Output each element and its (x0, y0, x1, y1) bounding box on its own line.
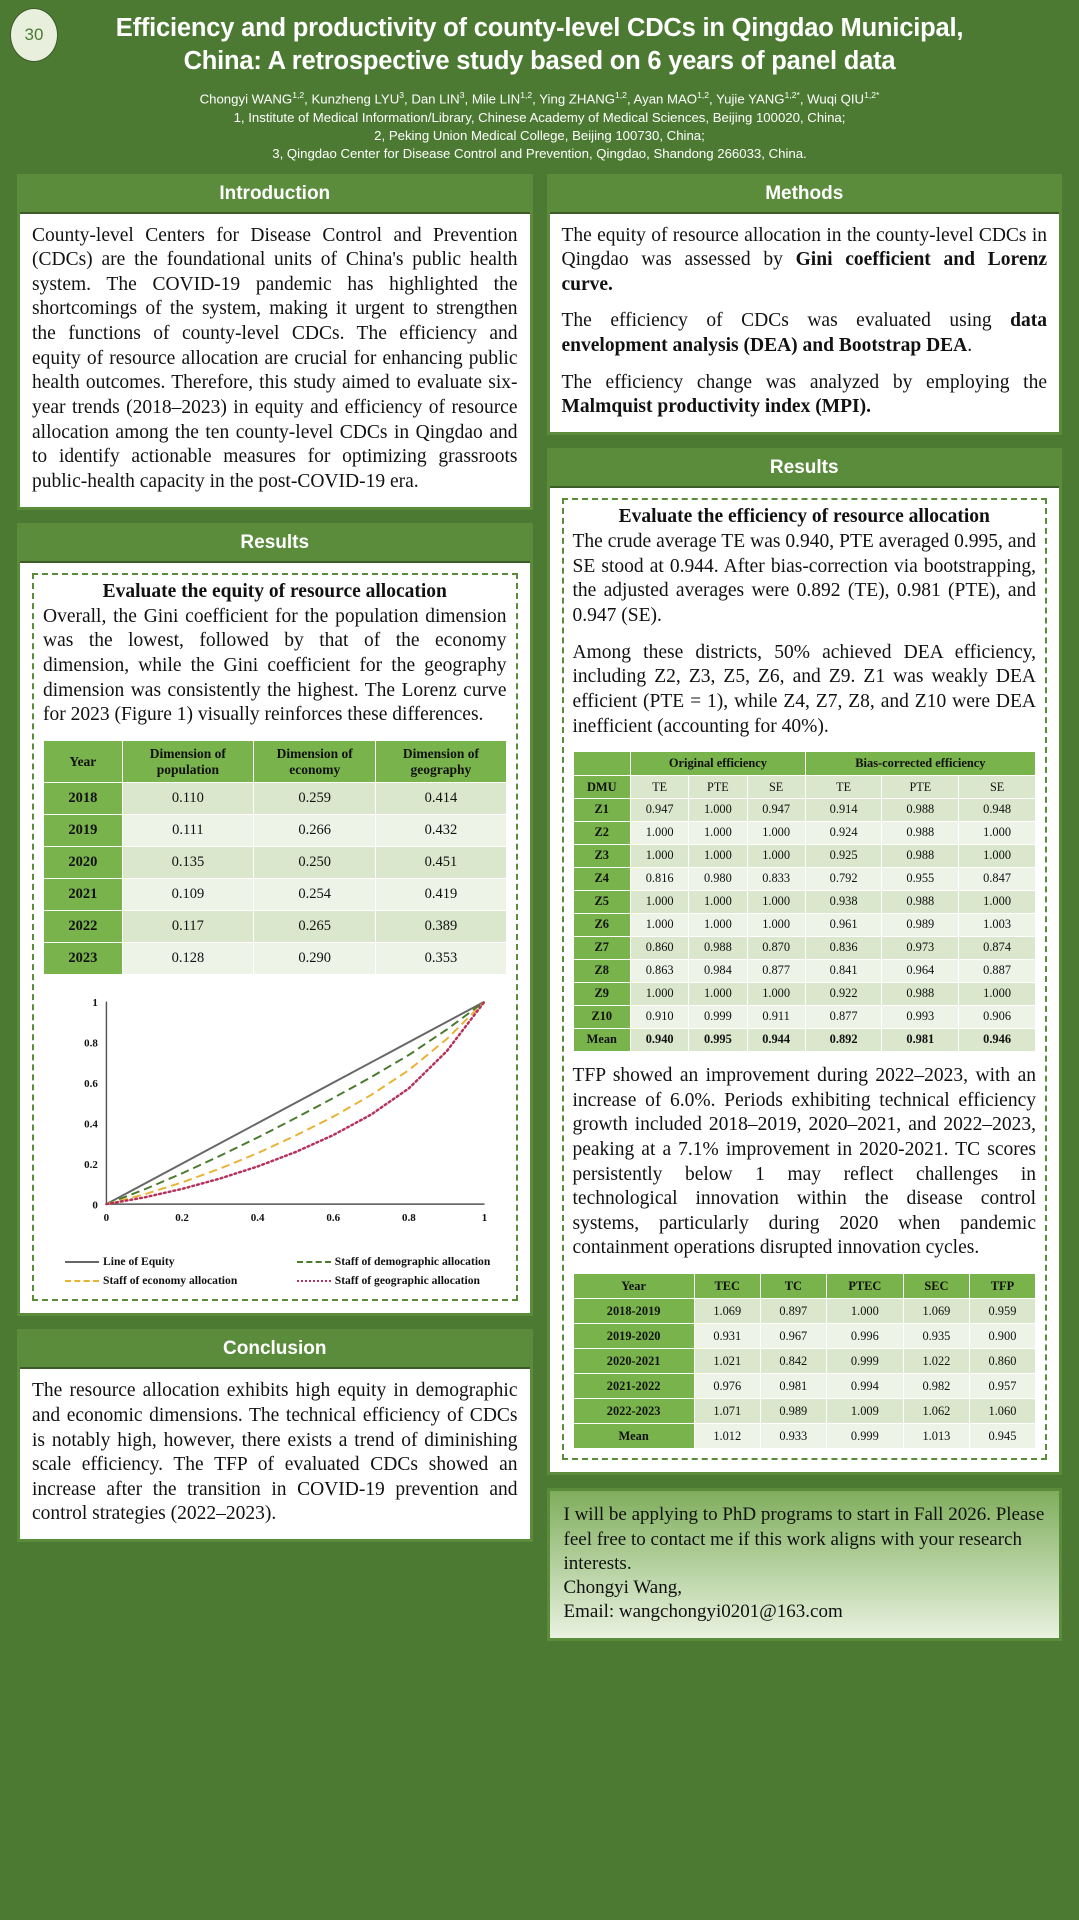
eff-cell: 0.947 (631, 798, 689, 821)
lorenz-x-tick: 0.6 (326, 1212, 341, 1225)
mpi-table-header-row (573, 1274, 1036, 1299)
gini-cell: 0.128 (122, 943, 254, 975)
eff-cell: 0.981 (882, 1028, 959, 1051)
mpi-cell: 1.012 (694, 1424, 760, 1449)
mpi-table-body (573, 1299, 1036, 1449)
mpi-cell: 0.996 (826, 1324, 903, 1349)
mpi-cell: 1.069 (694, 1299, 760, 1324)
equity-text: Overall, the Gini coefficient for the population dimension was the lowest, followed by that of the economy dimension, while the Gini coefficient for the geography dimension was consistently the highest. The Lorenz curve for 2023 (Figure 1) visually reinforces these differences. (43, 605, 507, 726)
contact-line-2: Chongyi Wang, (563, 1576, 682, 1598)
methods-body (550, 214, 1060, 433)
mpi-cell: 0.931 (694, 1324, 760, 1349)
methods-panel (547, 174, 1063, 436)
eff-cell: 0.961 (805, 913, 882, 936)
lorenz-legend-swatch (297, 1280, 331, 1282)
mpi-cell: 0.935 (903, 1324, 969, 1349)
eff-cell: 1.000 (689, 890, 747, 913)
gini-table-body (44, 783, 507, 975)
lorenz-legend-label: Staff of demographic allocation (334, 1255, 491, 1269)
gini-cell: 0.451 (376, 847, 506, 879)
mpi-cell: 0.957 (969, 1374, 1035, 1399)
lorenz-legend-swatch (297, 1261, 331, 1263)
eff-cell: 0.988 (882, 844, 959, 867)
mpi-col-header-5: TFP (969, 1274, 1035, 1299)
eff-cell: 0.925 (805, 844, 882, 867)
gini-cell: 0.135 (122, 847, 254, 879)
eff-cell: 0.940 (631, 1028, 689, 1051)
methods-p1-text: The equity of resource allocation in the county-level CDCs in Qingdao was assessed by (561, 224, 1047, 271)
gini-cell: 0.353 (376, 943, 506, 975)
lorenz-legend-label: Staff of economy allocation (103, 1274, 238, 1288)
eff-cell: 0.973 (882, 936, 959, 959)
eff-cell: 1.000 (689, 913, 747, 936)
eff-cell: 0.860 (631, 936, 689, 959)
eff-cell: 0.841 (805, 959, 882, 982)
efficiency-column-header-row (573, 775, 1036, 798)
eff-col-header-6: SE (959, 775, 1036, 798)
gini-cell: 0.111 (122, 815, 254, 847)
mpi-cell: 0.976 (694, 1374, 760, 1399)
efficiency-group-header-row (573, 752, 1036, 775)
gini-col-header-0: Year (44, 741, 123, 783)
eff-cell: 1.000 (747, 844, 805, 867)
table-row (44, 943, 507, 975)
eff-cell: 1.000 (631, 844, 689, 867)
table-row (573, 1005, 1036, 1028)
gini-cell: 0.109 (122, 879, 254, 911)
eff-cell: 0.948 (959, 798, 1036, 821)
eff-col-header-5: PTE (882, 775, 959, 798)
eff-cell: 0.988 (882, 982, 959, 1005)
introduction-panel (17, 174, 533, 510)
gini-cell: 0.265 (254, 911, 376, 943)
eff-cell: 0.910 (631, 1005, 689, 1028)
mpi-col-header-3: PTEC (826, 1274, 903, 1299)
lorenz-y-tick: 0.6 (84, 1077, 98, 1090)
table-row (44, 815, 507, 847)
results-efficiency-heading: Results (769, 457, 839, 479)
mpi-cell: 1.071 (694, 1399, 760, 1424)
gini-col-header-1: Dimension of population (122, 741, 254, 783)
eff-row-dmu: Z3 (573, 844, 631, 867)
introduction-header (20, 177, 530, 214)
poster-columns (0, 174, 1079, 1642)
page-title: Efficiency and productivity of county-level CDCs in Qingdao Municipal, China: A retrospective study based on 6 years of panel data (115, 14, 964, 75)
eff-cell: 0.955 (882, 867, 959, 890)
eff-cell: 0.877 (805, 1005, 882, 1028)
eff-row-dmu: Z6 (573, 913, 631, 936)
eff-cell: 1.000 (631, 913, 689, 936)
gini-cell: 0.389 (376, 911, 506, 943)
eff-group-blank (573, 752, 631, 775)
mpi-cell: 0.945 (969, 1424, 1035, 1449)
mpi-cell: 1.013 (903, 1424, 969, 1449)
results-efficiency-panel (547, 448, 1063, 1475)
eff-col-header-2: PTE (689, 775, 747, 798)
efficiency-dashed-box (562, 498, 1048, 1460)
conclusion-text: The resource allocation exhibits high equity in demographic and economic dimensions. The technical efficiency of CDCs is notably high, however, there exists a trend of diminishing scale efficiency. The TFP of evaluated CDCs showed an increase after the transition in COVID-19 prevention and control strategies (2022–2023). (32, 1380, 518, 1525)
mpi-row-year: 2022-2023 (573, 1399, 694, 1424)
gini-cell: 0.432 (376, 815, 506, 847)
lorenz-y-tick: 0 (92, 1199, 98, 1212)
mpi-cell: 0.981 (760, 1374, 826, 1399)
poster-number-badge (10, 8, 58, 62)
gini-cell: 0.250 (254, 847, 376, 879)
eff-cell: 1.000 (747, 913, 805, 936)
methods-paragraph-2 (562, 309, 1048, 358)
table-row (44, 879, 507, 911)
eff-cell: 1.000 (959, 890, 1036, 913)
eff-cell: 1.000 (689, 982, 747, 1005)
lorenz-x-tick: 0 (103, 1212, 110, 1225)
gini-coefficient-table (43, 740, 507, 975)
efficiency-table (573, 751, 1037, 1052)
eff-cell: 1.000 (959, 844, 1036, 867)
eff-cell: 1.003 (959, 913, 1036, 936)
eff-col-header-3: SE (747, 775, 805, 798)
eff-cell: 0.922 (805, 982, 882, 1005)
gini-row-year: 2018 (44, 783, 123, 815)
methods-paragraph-3 (562, 371, 1048, 420)
eff-cell: 0.914 (805, 798, 882, 821)
gini-cell: 0.266 (254, 815, 376, 847)
methods-header (550, 177, 1060, 214)
eff-row-dmu: Z4 (573, 867, 631, 890)
eff-cell: 1.000 (747, 821, 805, 844)
lorenz-y-tick-labels (84, 997, 98, 1211)
eff-row-dmu: Z10 (573, 1005, 631, 1028)
gini-col-header-3: Dimension of geography (376, 741, 506, 783)
mpi-cell: 1.000 (826, 1299, 903, 1324)
eff-cell: 0.938 (805, 890, 882, 913)
efficiency-text-2: Among these districts, 50% achieved DEA efficiency, including Z2, Z3, Z5, Z6, and Z9. Z1 was weakly DEA efficient (PTE = 1), while Z4, Z7, Z8, and Z10 were DEA inefficient (accounting for 40%). (572, 641, 1036, 737)
table-row (44, 847, 507, 879)
eff-col-header-1: TE (631, 775, 689, 798)
mpi-cell: 0.999 (826, 1424, 903, 1449)
right-column (547, 174, 1063, 1642)
mpi-cell: 0.994 (826, 1374, 903, 1399)
eff-cell: 0.792 (805, 867, 882, 890)
results-equity-heading: Results (240, 531, 310, 553)
eff-row-dmu: Mean (573, 1028, 631, 1051)
mpi-cell: 1.022 (903, 1349, 969, 1374)
eff-cell: 1.000 (689, 844, 747, 867)
table-row (573, 1028, 1036, 1051)
eff-cell: 1.000 (959, 821, 1036, 844)
mpi-cell: 1.009 (826, 1399, 903, 1424)
eff-cell: 1.000 (747, 890, 805, 913)
eff-cell: 0.988 (689, 936, 747, 959)
table-row (573, 1424, 1036, 1449)
eff-row-dmu: Z5 (573, 890, 631, 913)
affiliation-2: 2, Peking Union Medical College, Beijing 100730, China; (374, 128, 705, 144)
mpi-col-header-2: TC (760, 1274, 826, 1299)
lorenz-curve-figure (43, 987, 507, 1290)
lorenz-series-0 (106, 1002, 484, 1204)
table-row (573, 913, 1036, 936)
eff-cell: 1.000 (631, 890, 689, 913)
methods-p3-text: The efficiency change was analyzed by employing the (561, 371, 1047, 393)
lorenz-x-tick-labels (104, 1212, 488, 1224)
gini-cell: 0.117 (122, 911, 254, 943)
contact-box (547, 1488, 1063, 1641)
mpi-cell: 0.982 (903, 1374, 969, 1399)
eff-cell: 1.000 (959, 982, 1036, 1005)
lorenz-legend-item (275, 1252, 507, 1271)
conclusion-heading: Conclusion (223, 1338, 327, 1360)
eff-cell: 0.863 (631, 959, 689, 982)
methods-p1-bold: Gini coefficient and Lorenz curve. (561, 249, 1047, 295)
eff-cell: 0.999 (689, 1005, 747, 1028)
eff-cell: 0.988 (882, 821, 959, 844)
table-row (573, 959, 1036, 982)
eff-cell: 0.911 (747, 1005, 805, 1028)
table-row (573, 1374, 1036, 1399)
eff-cell: 0.993 (882, 1005, 959, 1028)
eff-cell: 1.000 (689, 821, 747, 844)
eff-row-dmu: Z9 (573, 982, 631, 1005)
poster-number: 30 (24, 25, 44, 44)
mpi-col-header-4: SEC (903, 1274, 969, 1299)
left-column (17, 174, 533, 1543)
lorenz-y-tick: 1 (92, 996, 98, 1009)
eff-cell: 0.988 (882, 890, 959, 913)
results-equity-panel (17, 523, 533, 1316)
mpi-row-year: 2021-2022 (573, 1374, 694, 1399)
eff-col-header-4: TE (805, 775, 882, 798)
eff-cell: 0.870 (747, 936, 805, 959)
gini-row-year: 2019 (44, 815, 123, 847)
table-row (44, 783, 507, 815)
lorenz-x-tick: 0.2 (175, 1212, 189, 1225)
gini-cell: 0.290 (254, 943, 376, 975)
methods-heading: Methods (765, 182, 844, 204)
results-equity-body (20, 563, 530, 1313)
methods-p3-bold: Malmquist productivity index (MPI). (561, 396, 871, 418)
affiliation-3: 3, Qingdao Center for Disease Control and Prevention, Qingdao, Shandong 266033, China. (272, 146, 807, 162)
eff-cell: 0.995 (689, 1028, 747, 1051)
table-row (573, 1399, 1036, 1424)
lorenz-x-tick: 0.8 (402, 1212, 416, 1225)
table-row (573, 821, 1036, 844)
eff-col-header-0: DMU (573, 775, 631, 798)
efficiency-text-3: TFP showed an improvement during 2022–2023, with an increase of 6.0%. Periods exhibiting technical efficiency growth included 2018–2019, 2020–2021, and 2022–2023, peaking at a 7.1% improvement in 2020-2021. TC scores persistently below 1 may reflect challenges in technological innovation within the disease control systems, particularly during 2020 when pandemic containment operations disrupted innovation cycles. (572, 1064, 1036, 1259)
eff-group-header-1: Original efficiency (631, 752, 806, 775)
mpi-cell: 0.900 (969, 1324, 1035, 1349)
eff-cell: 0.947 (747, 798, 805, 821)
methods-p2-text: The efficiency of CDCs was evaluated using (561, 310, 1011, 332)
mpi-cell: 1.021 (694, 1349, 760, 1374)
table-row (573, 844, 1036, 867)
efficiency-table-body (573, 798, 1036, 1051)
gini-table-header-row (44, 741, 507, 783)
eff-cell: 0.984 (689, 959, 747, 982)
gini-row-year: 2022 (44, 911, 123, 943)
gini-row-year: 2023 (44, 943, 123, 975)
conclusion-header (20, 1332, 530, 1369)
lorenz-x-tick: 1 (481, 1212, 488, 1225)
mpi-cell: 0.989 (760, 1399, 826, 1424)
efficiency-subtitle: Evaluate the efficiency of resource allocation (618, 506, 990, 528)
eff-cell: 0.816 (631, 867, 689, 890)
table-row (44, 911, 507, 943)
contact-line-1: I will be applying to PhD programs to start in Fall 2026. Please feel free to contact me if this work aligns with your research interests. (563, 1504, 1045, 1574)
mpi-col-header-0: Year (573, 1274, 694, 1299)
eff-row-dmu: Z8 (573, 959, 631, 982)
lorenz-series-group (106, 1002, 484, 1204)
eff-row-dmu: Z2 (573, 821, 631, 844)
lorenz-y-tick: 0.2 (84, 1158, 98, 1171)
eff-cell: 0.877 (747, 959, 805, 982)
mpi-row-year: Mean (573, 1424, 694, 1449)
eff-cell: 0.887 (959, 959, 1036, 982)
eff-cell: 0.988 (882, 798, 959, 821)
equity-subtitle: Evaluate the equity of resource allocation (102, 580, 447, 602)
results-equity-header (20, 526, 530, 563)
mpi-cell: 1.060 (969, 1399, 1035, 1424)
gini-cell: 0.254 (254, 879, 376, 911)
conclusion-panel (17, 1329, 533, 1542)
mpi-table (573, 1273, 1037, 1449)
eff-cell: 0.892 (805, 1028, 882, 1051)
methods-paragraph-1 (562, 224, 1048, 298)
equity-dashed-box (32, 573, 518, 1301)
mpi-row-year: 2019-2020 (573, 1324, 694, 1349)
mpi-col-header-1: TEC (694, 1274, 760, 1299)
lorenz-y-tick: 0.8 (84, 1037, 98, 1050)
table-row (573, 982, 1036, 1005)
table-row (573, 936, 1036, 959)
table-row (573, 1349, 1036, 1374)
lorenz-legend-label: Line of Equity (103, 1255, 175, 1269)
table-row (573, 798, 1036, 821)
mpi-cell: 0.897 (760, 1299, 826, 1324)
lorenz-curve-svg (43, 987, 507, 1243)
poster-header (0, 0, 1079, 174)
lorenz-legend-item (43, 1252, 275, 1271)
eff-cell: 0.944 (747, 1028, 805, 1051)
eff-cell: 0.874 (959, 936, 1036, 959)
eff-row-dmu: Z7 (573, 936, 631, 959)
table-row (573, 890, 1036, 913)
table-row (573, 867, 1036, 890)
gini-cell: 0.419 (376, 879, 506, 911)
affiliation-1: 1, Institute of Medical Information/Library, Chinese Academy of Medical Sciences, Beijing 100020, China; (233, 109, 846, 125)
efficiency-text-1: The crude average TE was 0.940, PTE averaged 0.995, and SE stood at 0.944. After bias-correction via bootstrapping, the adjusted averages were 0.892 (TE), 0.981 (PTE), and 0.947 (SE). (572, 531, 1036, 627)
gini-cell: 0.414 (376, 783, 506, 815)
lorenz-legend-swatch (65, 1280, 99, 1282)
lorenz-legend (43, 1252, 507, 1290)
lorenz-legend-label: Staff of geographic allocation (334, 1274, 480, 1288)
gini-row-year: 2020 (44, 847, 123, 879)
eff-row-dmu: Z1 (573, 798, 631, 821)
table-row (573, 1324, 1036, 1349)
eff-cell: 1.000 (631, 821, 689, 844)
lorenz-legend-item (43, 1271, 275, 1290)
introduction-body (20, 214, 530, 507)
mpi-row-year: 2018-2019 (573, 1299, 694, 1324)
mpi-cell: 0.959 (969, 1299, 1035, 1324)
author-list: Chongyi WANG$^{1,2}$, Kunzheng LYU$^3$, Dan LIN$^3$, Mile LIN$^{1,2}$, Ying ZHANG$^{1,2}$, Ayan MAO$^{1,2}$, Yujie $YANG^{1,2*}$, Wuqi $QIU^{1,2*}$ (199, 90, 880, 107)
eff-cell: 1.000 (747, 982, 805, 1005)
mpi-cell: 0.842 (760, 1349, 826, 1374)
table-row (573, 1299, 1036, 1324)
results-efficiency-header (550, 451, 1060, 488)
methods-p2-bold: data envelopment analysis (DEA) and Bootstrap DEA (561, 310, 1047, 357)
gini-cell: 0.259 (254, 783, 376, 815)
eff-cell: 0.946 (959, 1028, 1036, 1051)
eff-cell: 0.906 (959, 1005, 1036, 1028)
introduction-heading: Introduction (219, 182, 331, 204)
mpi-cell: 0.967 (760, 1324, 826, 1349)
gini-cell: 0.110 (122, 783, 254, 815)
mpi-cell: 0.999 (826, 1349, 903, 1374)
mpi-row-year: 2020-2021 (573, 1349, 694, 1374)
lorenz-y-tick: 0.4 (84, 1118, 98, 1131)
eff-cell: 0.847 (959, 867, 1036, 890)
eff-cell: 1.000 (631, 982, 689, 1005)
mpi-cell: 0.933 (760, 1424, 826, 1449)
introduction-text: County-level Centers for Disease Control and Prevention (CDCs) are the foundational units of China's public health system. The COVID-19 pandemic has highlighted the shortcomings of the system, making it urgent to strengthen the functions of county-level CDCs. The efficiency and equity of resource allocation are crucial for enhancing public health outcomes. Therefore, this study aimed to evaluate six-year trends (2018–2023) in equity and efficiency of resource allocation among the ten county-level CDCs in Qingdao and to identify actionable measures for optimizing grassroots public-health capacity in the post-COVID-19 era. (32, 224, 518, 493)
lorenz-x-tick: 0.4 (250, 1212, 265, 1225)
mpi-cell: 1.062 (903, 1399, 969, 1424)
eff-group-header-2: Bias-corrected efficiency (805, 752, 1035, 775)
eff-cell: 0.964 (882, 959, 959, 982)
results-efficiency-body (550, 488, 1060, 1472)
contact-line-3: Email: wangchongyi0201@163.com (563, 1600, 843, 1622)
gini-row-year: 2021 (44, 879, 123, 911)
eff-cell: 0.833 (747, 867, 805, 890)
eff-cell: 0.836 (805, 936, 882, 959)
mpi-cell: 0.860 (969, 1349, 1035, 1374)
eff-cell: 1.000 (689, 798, 747, 821)
eff-cell: 0.980 (689, 867, 747, 890)
eff-cell: 0.989 (882, 913, 959, 936)
conclusion-body (20, 1369, 530, 1539)
gini-col-header-2: Dimension of economy (254, 741, 376, 783)
eff-cell: 0.924 (805, 821, 882, 844)
lorenz-legend-item (275, 1271, 507, 1290)
mpi-cell: 1.069 (903, 1299, 969, 1324)
lorenz-legend-swatch (65, 1261, 99, 1263)
methods-p2-tail: . (967, 335, 973, 357)
